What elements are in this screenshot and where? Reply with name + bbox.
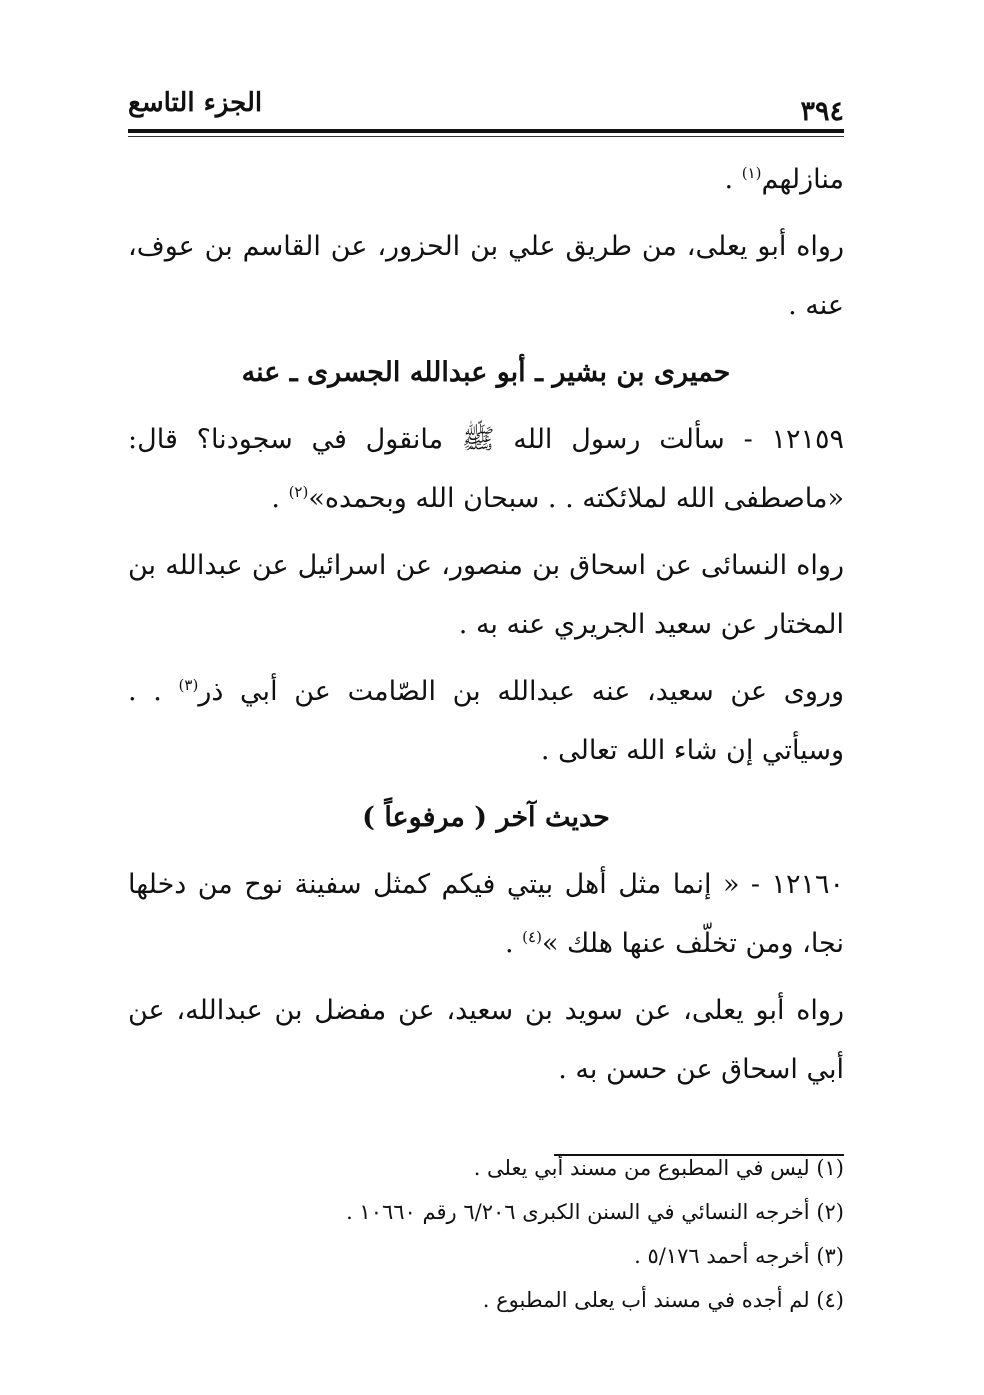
section-heading: حديث آخر ( مرفوعاً ) <box>362 802 610 833</box>
footnote-item: (٤) لم أجده في مسند أب يعلى المطبوع . <box>482 1288 844 1312</box>
section-heading: حميرى بن بشير ـ أبو عبدالله الجسرى ـ عنه <box>241 357 731 388</box>
page-number: ٣٩٤ <box>800 96 844 127</box>
hadith-12160: ١٢١٦٠ - « إنما مثل أهل بيتي فيكم كمثل سفينة نوح من دخلها نجا، ومن تخلّف عنها هلك »$^{(٤)}$ . <box>128 869 844 959</box>
footnote-item: (٣) أخرجه أحمد ٥/١٧٦ . <box>634 1244 844 1268</box>
footnote-ref: (٢) <box>288 483 309 501</box>
paragraph-narration: رواه أبو يعلى، عن سويد بن سعيد، عن مفضل بن عبدالله، عن أبي اسحاق عن حسن به . <box>128 995 844 1085</box>
footnote-ref: (٣) <box>178 676 199 694</box>
main-text <box>128 150 844 1099</box>
footnote-item: (٢) أخرجه النسائي في السنن الكبرى ٦/٢٠٦ رقم ١٠٦٦٠ . <box>346 1200 844 1224</box>
paragraph-narration: رواه النسائى عن اسحاق بن منصور، عن اسرائيل عن عبدالله بن المختار عن سعيد الجريري عنه به . <box>128 550 844 640</box>
footnote-ref: (١) <box>741 164 762 182</box>
footnote-item: (١) ليس في المطبوع من مسند أبي يعلى . <box>473 1156 844 1180</box>
paragraph-narration: رواه أبو يعلى، من طريق علي بن الحزور، عن القاسم بن عوف، عنه . <box>128 231 844 321</box>
running-title: الجزء التاسع <box>128 88 263 118</box>
paragraph-continuation: منازلهم$^{(١)}$ . <box>724 164 844 195</box>
page-header <box>128 80 844 130</box>
footnotes <box>128 1146 844 1322</box>
hadith-12159: ١٢١٥٩ - سألت رسول الله ﷺ مانقول في سجودنا؟ قال: «ماصطفى الله لملائكته . . سبحان الله وبحمده»$^{(٢)}$ . <box>128 424 844 514</box>
header-rule <box>128 129 844 133</box>
footnote-ref: (٤) <box>522 928 542 946</box>
header-rule-thin <box>128 136 844 137</box>
paragraph-narration: وروى عن سعيد، عنه عبدالله بن الصّامت عن أبي ذر$^{(٣)}$ . . وسيأتي إن شاء الله تعالى . <box>128 676 844 766</box>
